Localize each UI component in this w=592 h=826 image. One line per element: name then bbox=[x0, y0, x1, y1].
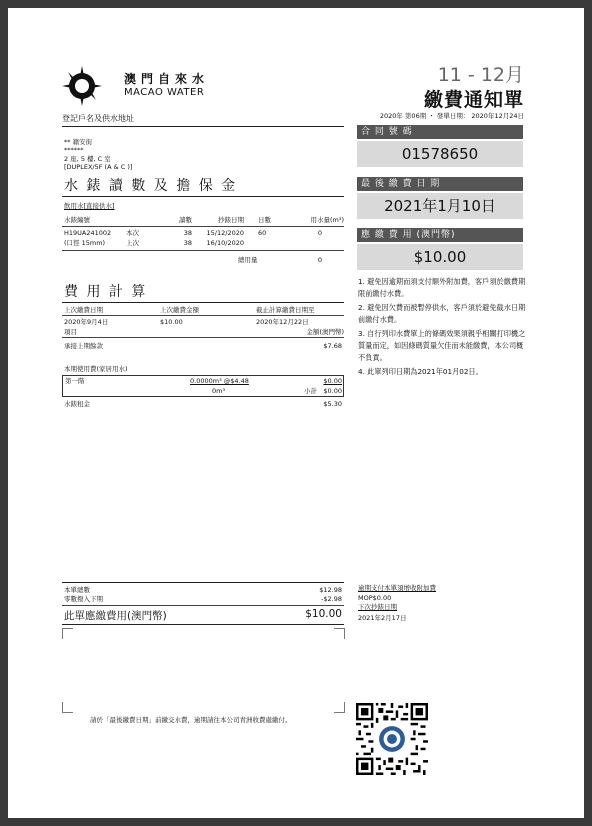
tier-calc: 0.0000m³ @$4.48 bbox=[190, 377, 249, 385]
tier-label: 第一階 bbox=[65, 377, 85, 385]
meter-row-days: 60 bbox=[258, 229, 267, 237]
subtotal-value: $0.00 bbox=[323, 387, 342, 395]
meter-header-days: 日數 bbox=[258, 216, 271, 224]
charges-section-title: 費 用 計 算 bbox=[64, 284, 148, 300]
bill-total-label: 本單總數 bbox=[64, 586, 90, 594]
usage-section-label: 本期使用費(家居用水) bbox=[64, 365, 128, 373]
meter-header-reading: 讀數 bbox=[179, 216, 192, 224]
charges-header-calc-until: 截止計算繳費日期至 bbox=[256, 306, 315, 314]
note-item: 2. 避免因欠費而被暫停供水，客戶須於避免截水日期前繳付水費。 bbox=[358, 303, 526, 324]
amount-due-value: $10.00 bbox=[357, 244, 523, 270]
charges-header-last-date: 上次繳費日期 bbox=[64, 306, 103, 314]
bill-sheet bbox=[8, 8, 584, 818]
divider bbox=[62, 315, 344, 316]
qr-code-icon[interactable] bbox=[356, 703, 428, 775]
due-date-value: 2021年1月10日 bbox=[357, 193, 523, 219]
account-section-label: 登記戶名及供水地址 bbox=[62, 114, 134, 123]
account-name: ** 籍安街 bbox=[64, 138, 93, 146]
frame-corner bbox=[334, 702, 345, 713]
divider bbox=[62, 582, 344, 583]
note-item: 3. 自行列印水費單上的條碼效果須親乎相關打印機之質量而定，如因條碼質量欠佳而未能繳費，本公司概不負責。 bbox=[358, 329, 526, 362]
logo-chinese: 澳門自來水 bbox=[124, 72, 210, 86]
carried-value: $7.68 bbox=[323, 342, 342, 350]
charges-header-last-amount: 上次繳費金額 bbox=[160, 306, 199, 314]
water-type: 飲用水[直接供水] bbox=[64, 202, 115, 210]
notes-list bbox=[358, 276, 526, 378]
total-usage-label: 總用量 bbox=[238, 256, 258, 264]
divider bbox=[62, 196, 344, 197]
due-date-label: 最 後 繳 費 日 期 bbox=[357, 177, 523, 191]
amount-label: 金額(澳門幣) bbox=[306, 328, 344, 336]
meter-row-label: 本次 bbox=[126, 229, 139, 237]
meter-row-label: 上次 bbox=[126, 239, 139, 247]
frame-corner bbox=[334, 628, 345, 639]
rounding-value: -$2.98 bbox=[321, 595, 342, 603]
meter-size: (口徑 15mm) bbox=[64, 239, 106, 247]
divider bbox=[62, 337, 344, 338]
payable-value: $10.00 bbox=[305, 608, 342, 620]
address-line1: 2 座, 5 樓, C 室 bbox=[64, 155, 111, 163]
divider bbox=[62, 126, 344, 127]
last-pay-date: 2020年9月4日 bbox=[64, 318, 109, 326]
meter-row-reading: 38 bbox=[183, 239, 192, 247]
total-usage-value: 0 bbox=[317, 256, 322, 264]
contract-label: 合 同 號 碼 bbox=[357, 125, 523, 139]
divider bbox=[62, 605, 344, 606]
divider bbox=[62, 226, 344, 227]
meter-rent-value: $5.30 bbox=[323, 400, 342, 408]
frame-corner bbox=[62, 702, 73, 713]
tier-total-m3: 0m³ bbox=[212, 387, 226, 395]
meter-row-usage: 0 bbox=[317, 229, 322, 237]
last-pay-amount: $10.00 bbox=[160, 318, 183, 326]
subtotal-label: 小計 bbox=[304, 387, 317, 395]
meter-rent-label: 水錶租金 bbox=[64, 400, 90, 408]
carried-label: 承接上期餘款 bbox=[64, 342, 103, 350]
contract-number: 01578650 bbox=[357, 141, 523, 167]
divider bbox=[62, 250, 344, 251]
bill-title: 繳費通知單 bbox=[423, 89, 524, 111]
meter-header-usage: 用水量(m³) bbox=[310, 216, 344, 224]
account-masked: ****** bbox=[64, 146, 84, 154]
logo-mark-icon bbox=[60, 64, 104, 108]
frame-corner bbox=[62, 628, 73, 639]
logo-english: MACAO WATER bbox=[124, 87, 205, 98]
meter-row-reading: 38 bbox=[183, 229, 192, 237]
next-read-label: 下次抄錶日期 bbox=[358, 603, 397, 611]
late-fee-label: 逾期支付本單須增收附加費 bbox=[358, 584, 436, 592]
rounding-label: 零數撥入下期 bbox=[64, 595, 103, 603]
divider bbox=[62, 624, 344, 625]
bill-total-value: $12.98 bbox=[319, 586, 342, 594]
next-read-value: 2021年2月17日 bbox=[358, 614, 407, 622]
tier-value: $0.00 bbox=[323, 377, 342, 385]
meter-id: H19UA241002 bbox=[64, 229, 112, 237]
amount-due-label: 應 繳 費 用 (澳門幣) bbox=[357, 228, 523, 242]
late-fee-value: MOP$0.00 bbox=[358, 594, 392, 602]
meter-header-date: 抄錶日期 bbox=[218, 216, 244, 224]
address-line2: [DUPLEX/5F (A & C )] bbox=[64, 163, 133, 171]
item-label: 項目 bbox=[64, 328, 77, 336]
divider bbox=[62, 302, 344, 303]
meter-header-id: 水錶編號 bbox=[64, 216, 90, 224]
meter-row-date: 16/10/2020 bbox=[206, 239, 244, 247]
meter-row-date: 15/12/2020 bbox=[206, 229, 244, 237]
note-item: 4. 此單列印日期為2021年01月02日。 bbox=[358, 367, 483, 376]
issue-info: 2020年 第06期 ・ 發單日期： 2020年12月24日 bbox=[379, 112, 524, 120]
logo bbox=[60, 64, 220, 116]
meter-section-title: 水 錶 讀 數 及 擔 保 金 bbox=[64, 178, 238, 194]
calc-until-date: 2020年12月22日 bbox=[256, 318, 309, 326]
payable-label: 此單應繳費用(澳門幣) bbox=[64, 610, 167, 622]
note-item: 1. 避免因逾期而須支付額外附加費，客戶須於繳費期限前繳付水費。 bbox=[358, 277, 526, 298]
billing-months: 11 - 12月 bbox=[437, 64, 524, 86]
footer-notice: 請於「最後繳費日期」前繳交水費，逾期請往本公司青洲收費處繳付。 bbox=[90, 716, 292, 724]
